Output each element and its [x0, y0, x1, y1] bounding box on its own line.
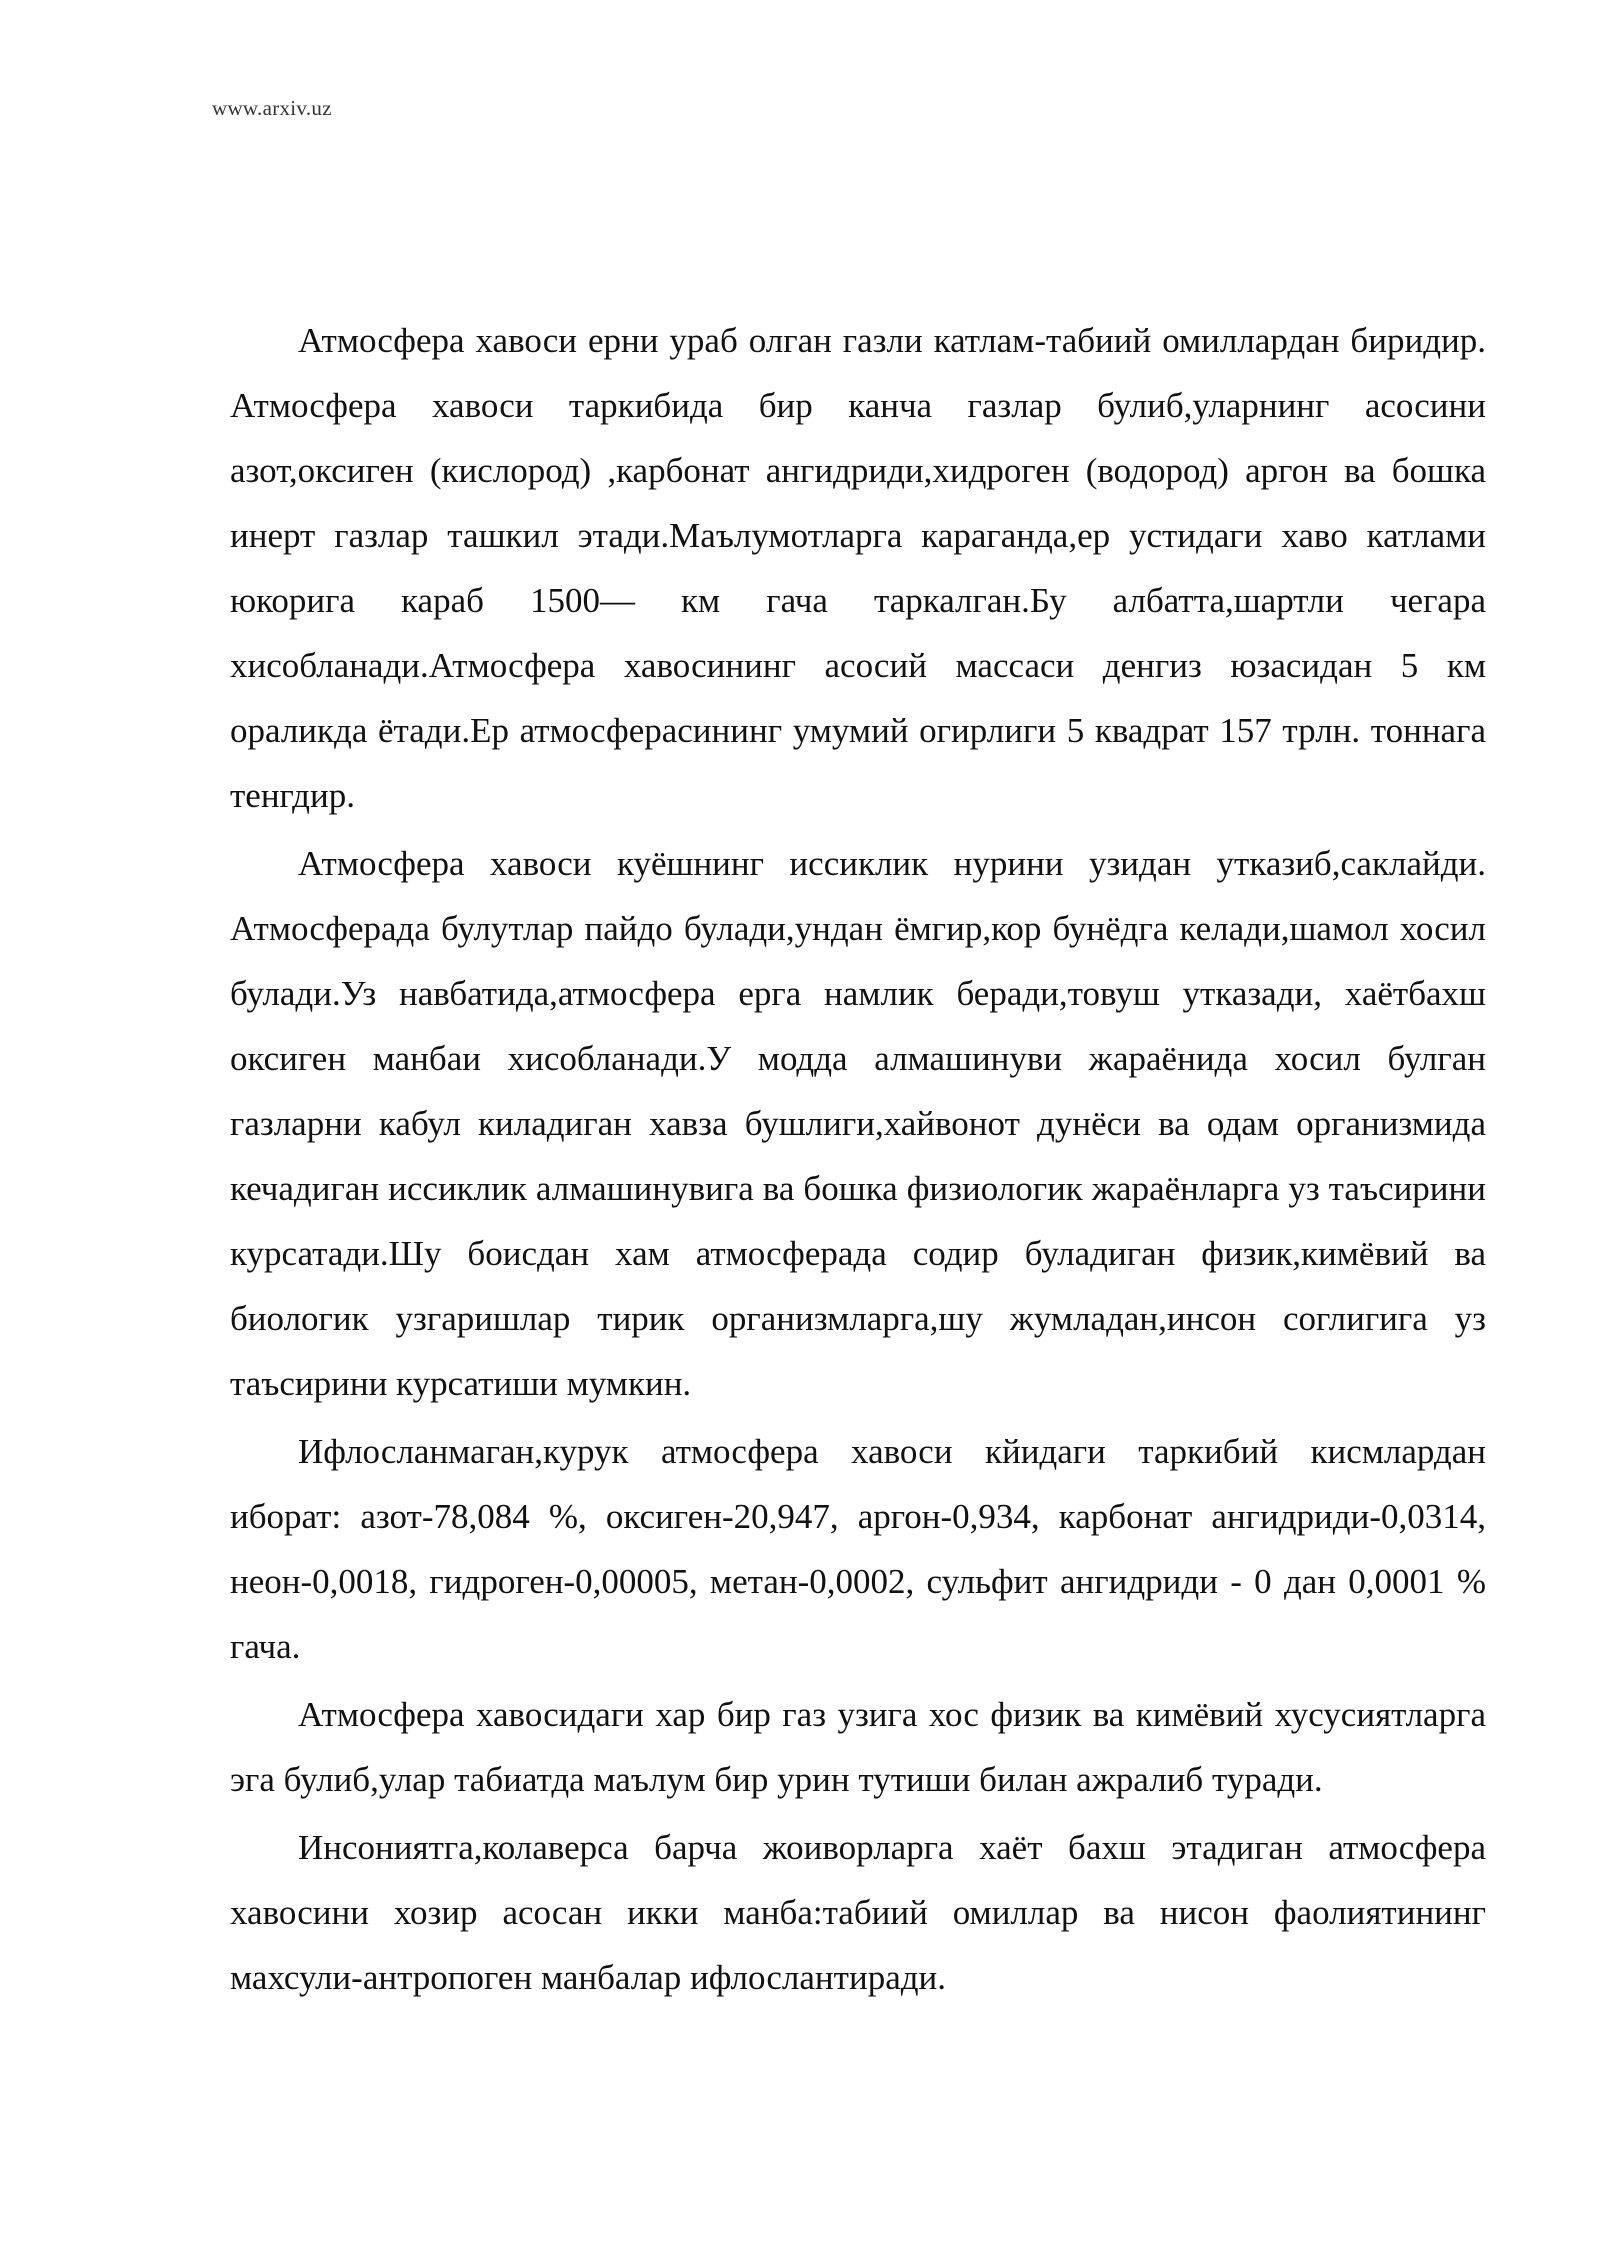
- paragraph-dry-air-components: Ифлосланмаган,курук атмосфера хавоси кйидаги таркибий кисмлардан иборат: азот-78,084 %, оксиген-20,947, аргон-0,934, карбонат ангидриди-0,0314, неон-0,0018, гидроген-0,00005, метан-0,0002, сульфит ангидриди - 0 дан 0,0001 % гача.: [230, 1432, 1486, 1666]
- paragraph-atmosphere-functions: Атмосфера хавоси куёшнинг иссиклик нурини узидан утказиб,саклайди. Атмосферада булутлар пайдо булади,ундан ёмгир,кор бунёдга келади,шамол хосил булади.Уз навбатида,атмосфера ерга намлик беради,товуш утказади, хаётбахш оксиген манбаи хисобланади.У модда алмашинуви жараёнида хосил булган газларни кабул киладиган хавза бушлиги,хайвонот дунёси ва одам организмида кечадиган иссиклик алмашинувига ва бошка физиологик жараёнларга уз таъсирини курсатади.Шу боисдан хам атмосферада содир буладиган физик,кимёвий ва биологик узгаришлар тирик организмларга,шу жумладан,инсон соглигига уз таъсирини курсатиши мумкин.: [230, 844, 1486, 1403]
- document-body: [230, 308, 1486, 2013]
- paragraph-pollution-sources: Инсониятга,колаверса барча жоиворларга хаёт бахш этадиган атмосфера хавосини хозир асосан икки манба:табиий омиллар ва нисон фаолиятининг махсули-антропоген манбалар ифлослантиради.: [230, 1828, 1486, 1997]
- paragraph-atmosphere-composition: Атмосфера хавоси ерни ураб олган газли катлам-табиий омиллардан биридир. Атмосфера хавоси таркибида бир канча газлар булиб,уларнинг асосини азот,оксиген (кислород) ,карбонат ангидриди,хидроген (водород) аргон ва бошка инерт газлар ташкил этади.Маълумотларга караганда,ер устидаги хаво катлами юкорига караб 1500— км гача таркалган.Бу албатта,шартли чегара хисобланади.Атмосфера хавосининг асосий массаси денгиз юзасидан 5 км ораликда ётади.Ер атмосферасининг умумий огирлиги 5 квадрат 157 трлн. тоннага тенгдир.: [230, 321, 1486, 815]
- source-url: www.arxiv.uz: [212, 96, 332, 120]
- paragraph-gas-properties: Атмосфера хавосидаги хар бир газ узига хос физик ва кимёвий хусусиятларга эга булиб,улар табиатда маълум бир урин тутиши билан ажралиб туради.: [230, 1695, 1486, 1799]
